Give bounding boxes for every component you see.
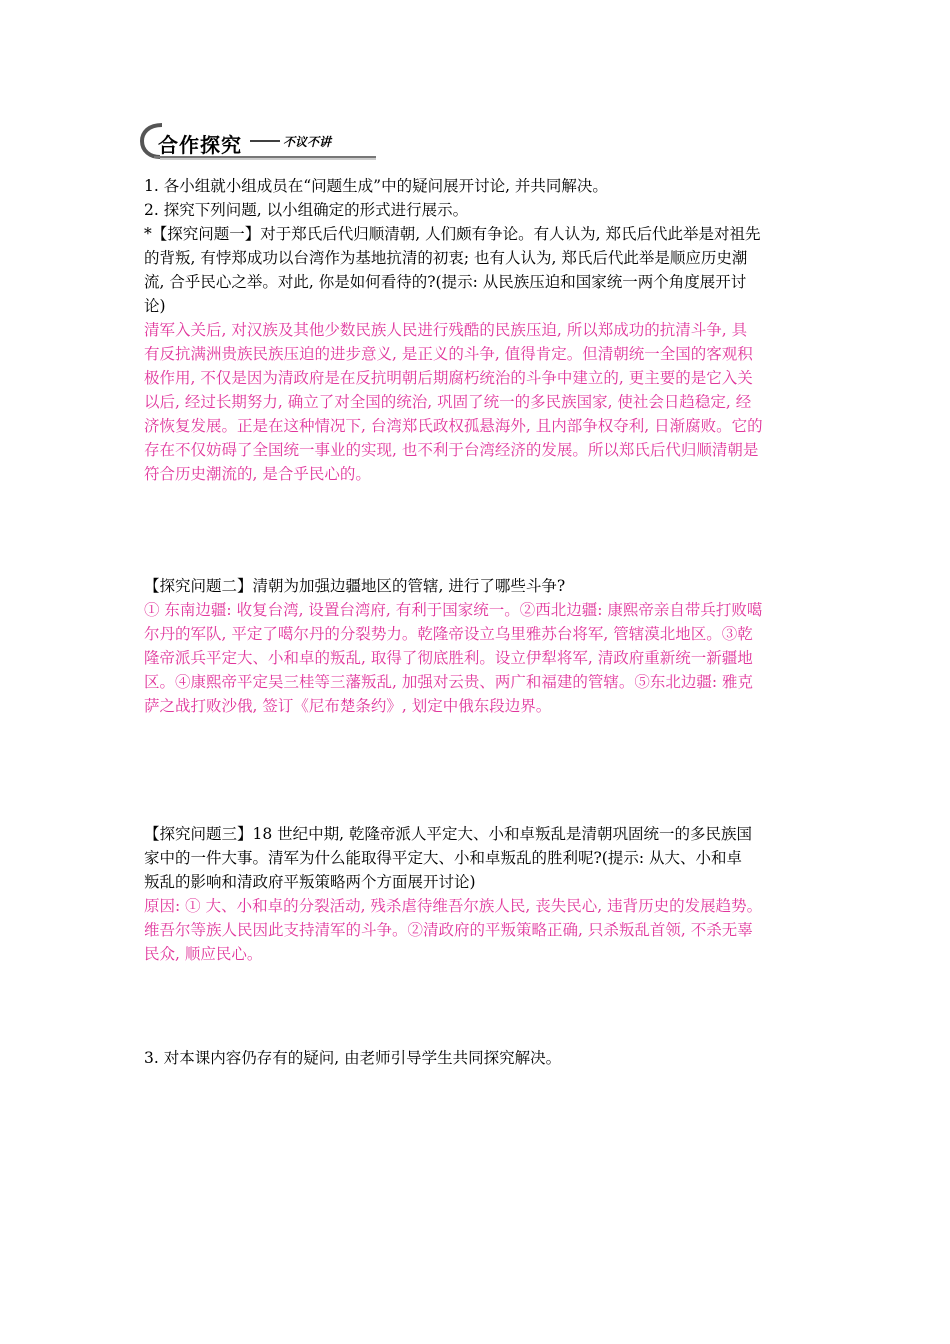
question-2-line: 【探究问题二】清朝为加强边疆地区的管辖, 进行了哪些斗争? [144,577,566,595]
answer-1-line: 以后, 经过长期努力, 确立了对全国的统治, 巩固了统一的多民族国家, 使社会日趋稳定, 经 [144,393,752,411]
answer-1-line: 符合历史潮流的, 是合乎民心的。 [144,465,371,483]
answer-3-line: 原因: ① 大、小和卓的分裂活动, 残杀虐待维吾尔族人民, 丧失民心, 违背历史的发展趋势。 [144,897,763,915]
intro-item-1: 1. 各小组就小组成员在“问题生成”中的疑问展开讨论, 并共同解决。 [144,177,608,195]
question-3-line: 叛乱的影响和清政府平叛策略两个方面展开讨论) [144,873,476,891]
question-3 [144,822,814,966]
answer-1 [144,318,814,486]
section-title: 合作探究 [158,133,242,157]
question-1-line: 的背叛, 有悖郑成功以台湾作为基地抗清的初衷; 也有人认为, 郑氏后代此举是顺应历史潮 [144,249,748,267]
answer-1-line: 存在不仅妨碍了全国统一事业的实现, 也不利于台湾经济的发展。所以郑氏后代归顺清朝是 [144,441,759,459]
answer-1-line: 极作用, 不仅是因为清政府是在反抗明朝后期腐朽统治的斗争中建立的, 更主要的是它入关 [144,369,753,387]
section-header [140,121,380,161]
intro-block [144,174,814,222]
answer-2-line: ① 东南边疆: 收复台湾, 设置台湾府, 有利于国家统一。②西北边疆: 康熙帝亲自带兵打败噶 [144,601,763,619]
question-3-line: 【探究问题三】18 世纪中期, 乾隆帝派人平定大、小和卓叛乱是清朝巩固统一的多民族国 [144,825,753,843]
question-1 [144,222,814,486]
answer-3-line: 维吾尔等族人民因此支持清军的斗争。②清政府的平叛策略正确, 只杀叛乱首领, 不杀无辜 [144,921,753,939]
answer-2-line: 隆帝派兵平定大、小和卓的叛乱, 取得了彻底胜利。设立伊犁将军, 清政府重新统一新疆地 [144,649,753,667]
section-subtitle: 不议不讲 [283,135,332,149]
closing-item: 3. 对本课内容仍存有的疑问, 由老师引导学生共同探究解决。 [144,1049,562,1067]
answer-2-line: 尔丹的军队, 平定了噶尔丹的分裂势力。乾隆帝设立乌里雅苏台将军, 管辖漠北地区。③乾 [144,625,753,643]
question-2 [144,574,814,718]
question-1-line: 流, 合乎民心之举。对此, 你是如何看待的?(提示: 从民族压迫和国家统一两个角度展开讨 [144,273,747,291]
answer-2 [144,598,814,718]
answer-1-line: 清军入关后, 对汉族及其他少数民族人民进行残酷的民族压迫, 所以郑成功的抗清斗争, 具 [144,321,748,339]
question-3-line: 家中的一件大事。清军为什么能取得平定大、小和卓叛乱的胜利呢?(提示: 从大、小和卓 [144,849,743,867]
answer-2-line: 萨之战打败沙俄, 签订《尼布楚条约》, 划定中俄东段边界。 [144,697,552,715]
intro-item-2: 2. 探究下列问题, 以小组确定的形式进行展示。 [144,201,469,219]
answer-1-line: 济恢复发展。正是在这种情况下, 台湾郑氏政权孤悬海外, 且内部争权夺利, 日渐腐败。它的 [144,417,763,435]
question-1-line: *【探究问题一】对于郑氏后代归顺清朝, 人们颇有争论。有人认为, 郑氏后代此举是对祖先 [144,225,761,243]
answer-2-line: 区。④康熙帝平定吴三桂等三藩叛乱, 加强对云贵、两广和福建的管辖。⑤东北边疆: 雅克 [144,673,754,691]
answer-1-line: 有反抗满洲贵族民族压迫的进步意义, 是正义的斗争, 值得肯定。但清朝统一全国的客观积 [144,345,753,363]
question-1-line: 论) [144,297,166,315]
answer-3 [144,894,814,966]
closing-block [144,1046,814,1070]
answer-3-line: 民众, 顺应民心。 [144,945,263,963]
